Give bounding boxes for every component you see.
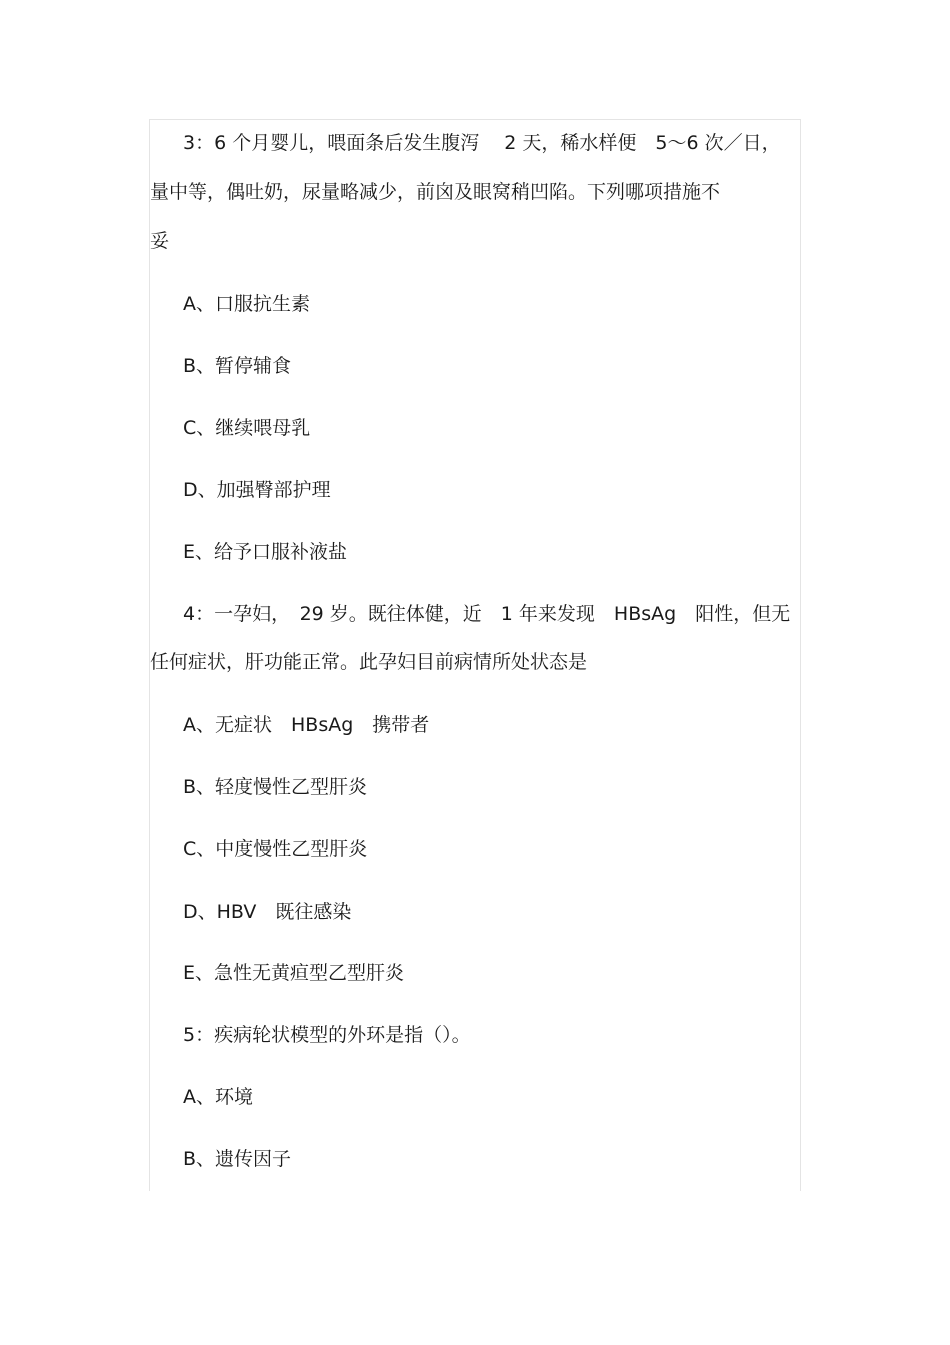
question-4-stem-line-2: 任何症状，肝功能正常。此孕妇目前病情所处状态是 xyxy=(150,651,588,673)
question-5-option-a: A、环境 xyxy=(183,1086,253,1108)
question-4-option-d: D、HBV 既往感染 xyxy=(183,901,352,923)
question-4-option-e: E、急性无黄疸型乙型肝炎 xyxy=(183,962,405,984)
question-4-stem-line-1: 4：一孕妇， 29 岁。既往体健，近 1 年来发现 HBsAg 阳性，但无 xyxy=(183,603,791,625)
question-3-stem-line-3: 妥 xyxy=(150,230,170,252)
question-4-option-a: A、无症状 HBsAg 携带者 xyxy=(183,714,430,736)
question-5-option-b: B、遗传因子 xyxy=(183,1148,292,1170)
question-3-option-d: D、加强臀部护理 xyxy=(183,479,331,501)
question-5-stem-line-1: 5：疾病轮状模型的外环是指（）。 xyxy=(183,1024,471,1046)
question-4-option-b: B、轻度慢性乙型肝炎 xyxy=(183,776,368,798)
question-3-option-c: C、继续喂母乳 xyxy=(183,417,311,439)
question-4-option-c: C、中度慢性乙型肝炎 xyxy=(183,838,368,860)
question-3-option-a: A、口服抗生素 xyxy=(183,293,310,315)
question-3-option-b: B、暂停辅食 xyxy=(183,355,292,377)
question-3-stem-line-1: 3：6 个月婴儿，喂面条后发生腹泻 2 天，稀水样便 5～6 次／日， xyxy=(183,132,781,154)
question-3-stem-line-2: 量中等，偶吐奶，尿量略减少，前囟及眼窝稍凹陷。下列哪项措施不 xyxy=(150,181,721,203)
question-3-option-e: E、给予口服补液盐 xyxy=(183,541,348,563)
